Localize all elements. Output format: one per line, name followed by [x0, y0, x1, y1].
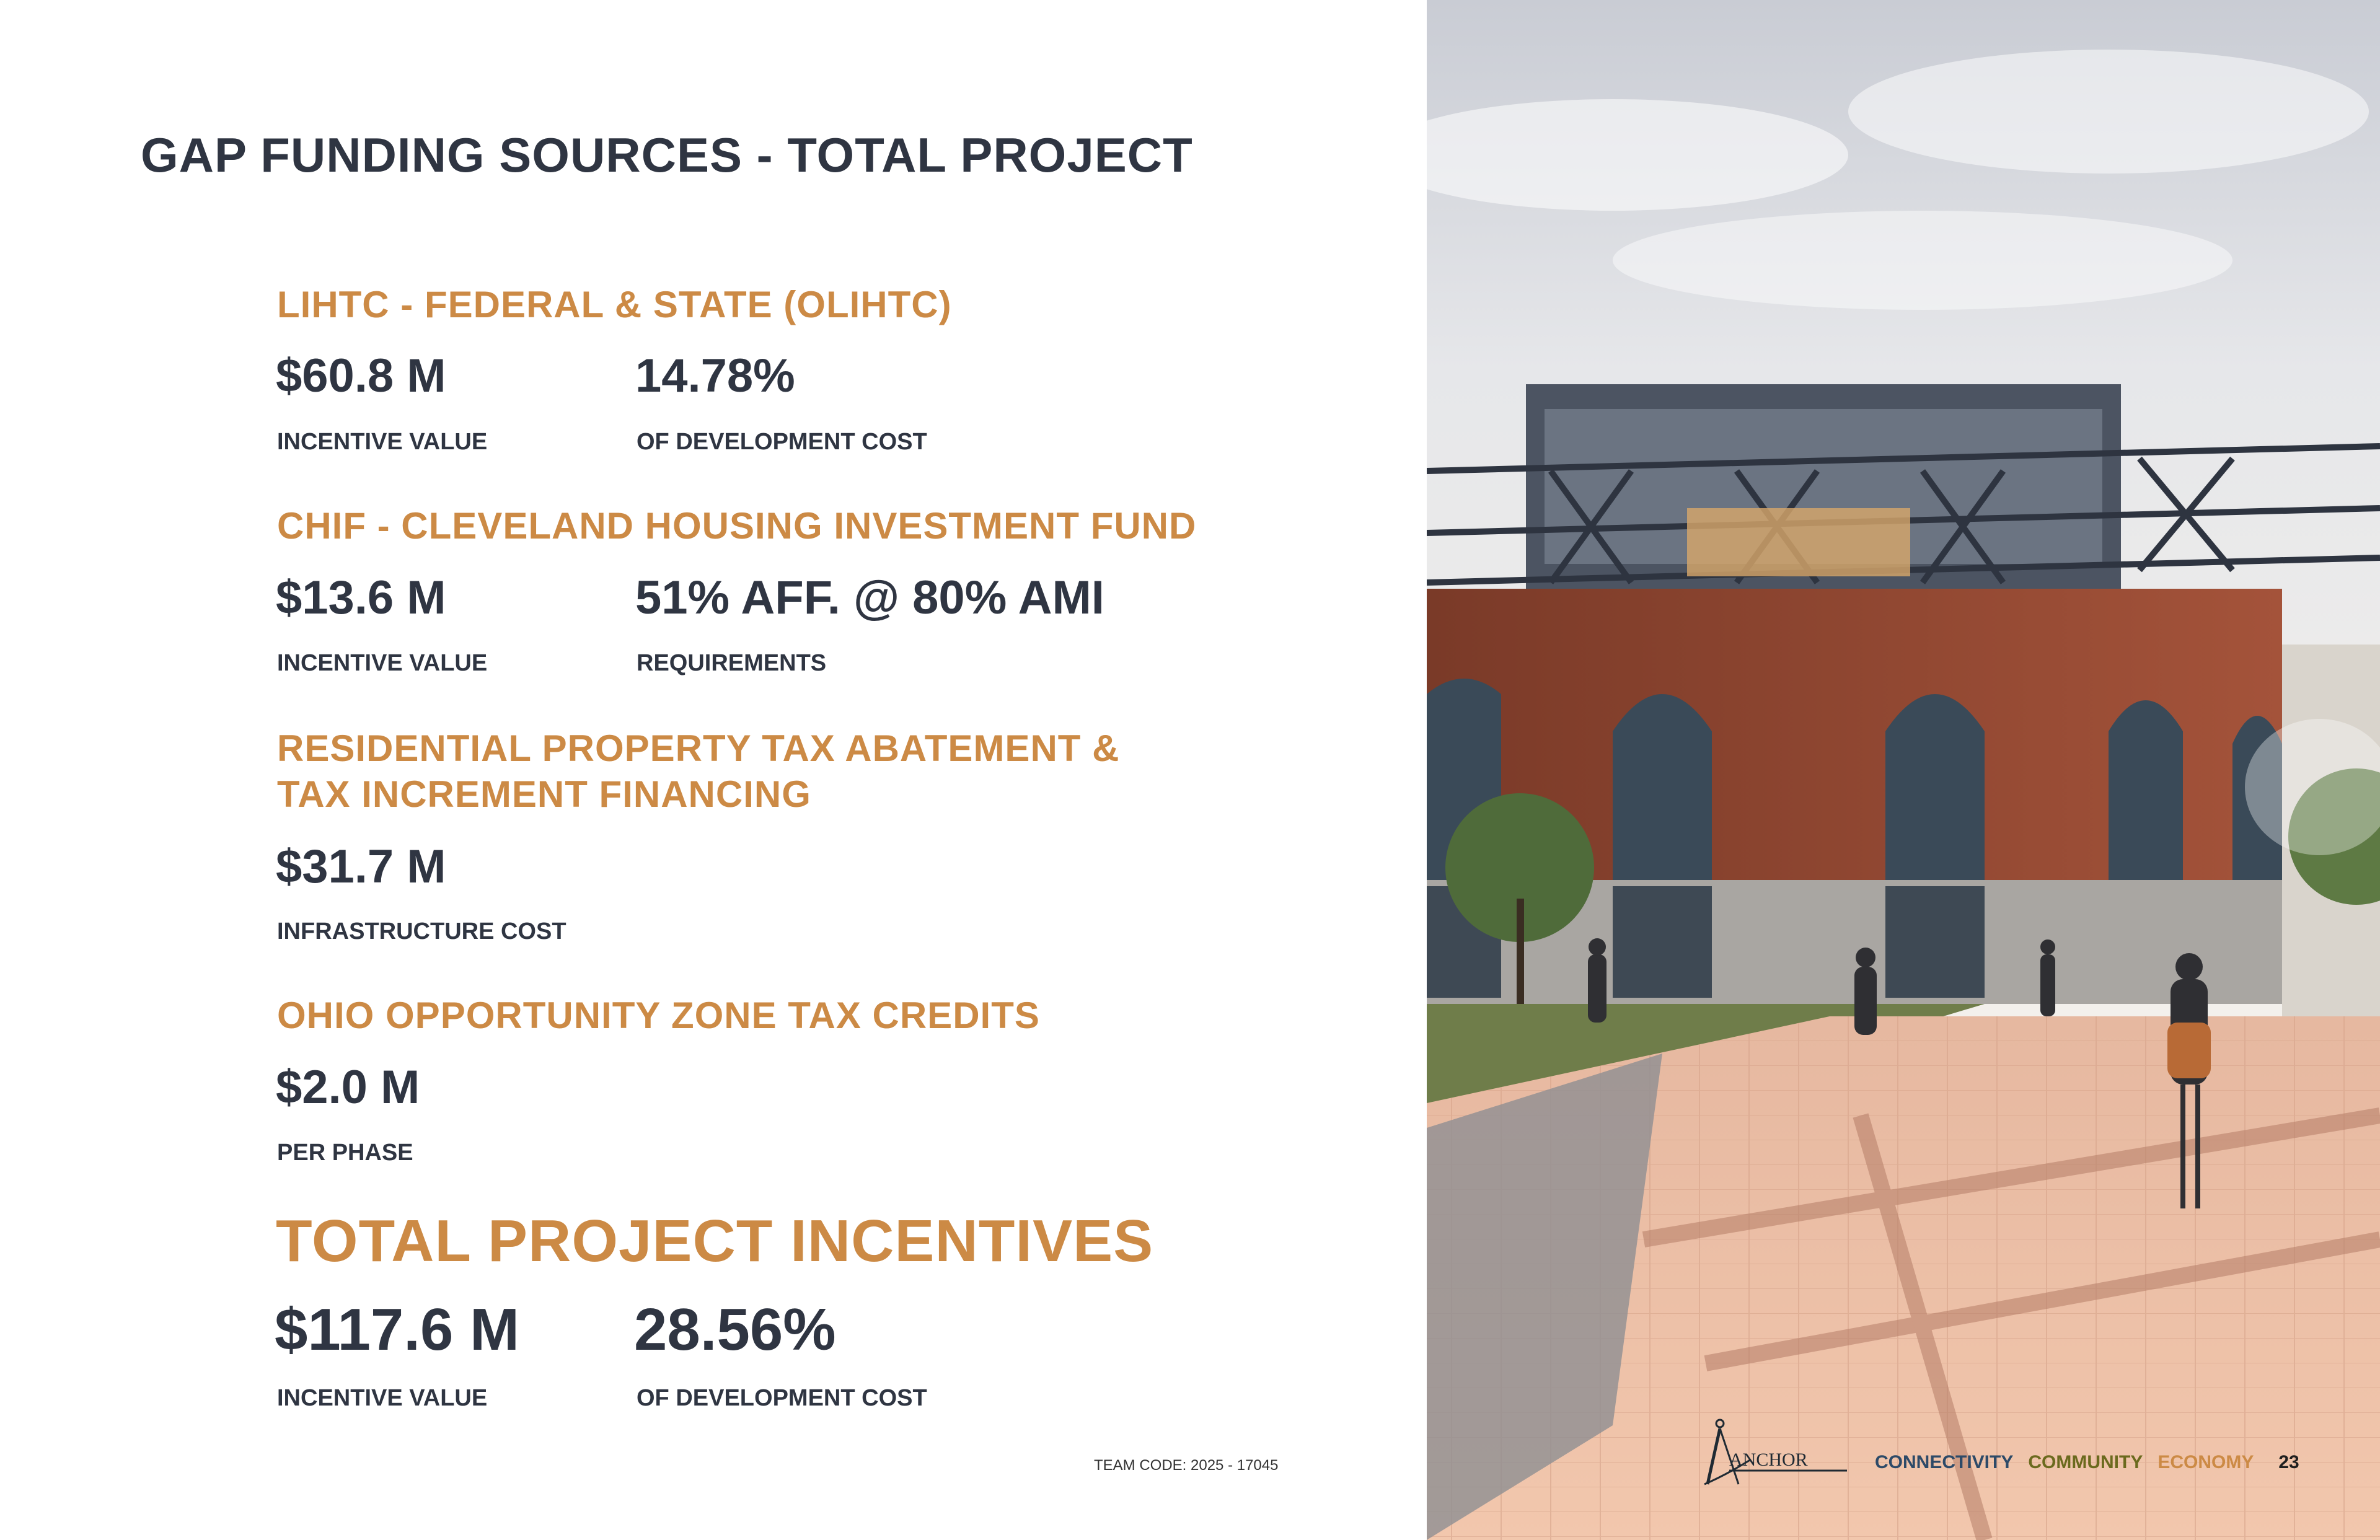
section-heading-tax-abatement-line2: TAX INCREMENT FINANCING: [277, 773, 811, 815]
tax-abatement-value: $31.7 M: [276, 840, 446, 893]
page-number: 23: [2278, 1452, 2299, 1472]
section-heading-chif: CHIF - CLEVELAND HOUSING INVESTMENT FUND: [277, 505, 1197, 547]
footer-connectivity: CONNECTIVITY: [1875, 1452, 2014, 1472]
section-heading-tax-abatement-line1: RESIDENTIAL PROPERTY TAX ABATEMENT &: [277, 728, 1120, 769]
lihtc-percent-value: 14.78%: [635, 350, 795, 402]
building-rendering: [1427, 0, 2380, 1540]
chif-requirement-label: REQUIREMENTS: [637, 650, 827, 676]
chif-requirement-value: 51% AFF. @ 80% AMI: [635, 571, 1104, 624]
footer-nav: [1875, 1447, 2314, 1478]
total-heading: TOTAL PROJECT INCENTIVES: [276, 1208, 1154, 1274]
team-code: TEAM CODE: 2025 - 17045: [1094, 1457, 1279, 1474]
anchor-logo: [1701, 1416, 1850, 1497]
section-heading-lihtc: LIHTC - FEDERAL & STATE (OLIHTC): [277, 284, 952, 325]
lihtc-incentive-value: $60.8 M: [276, 350, 446, 402]
tax-abatement-label: INFRASTRUCTURE COST: [277, 918, 566, 944]
opportunity-zone-label: PER PHASE: [277, 1140, 413, 1166]
footer-economy: ECONOMY: [2157, 1452, 2254, 1472]
lihtc-percent-label: OF DEVELOPMENT COST: [637, 429, 927, 455]
rendering-image: [1427, 0, 2380, 1540]
total-percent-label: OF DEVELOPMENT COST: [637, 1385, 927, 1411]
opportunity-zone-value: $2.0 M: [276, 1061, 420, 1114]
footer-community: COMMUNITY: [2028, 1452, 2143, 1472]
total-incentive-value: $117.6 M: [275, 1296, 519, 1363]
chif-incentive-label: INCENTIVE VALUE: [277, 650, 488, 676]
total-percent-value: 28.56%: [634, 1296, 836, 1363]
total-incentive-label: INCENTIVE VALUE: [277, 1385, 488, 1411]
page-title: GAP FUNDING SOURCES - TOTAL PROJECT: [141, 128, 1193, 182]
chif-incentive-value: $13.6 M: [276, 571, 446, 624]
lihtc-incentive-label: INCENTIVE VALUE: [277, 429, 488, 455]
logo-text: ANCHOR: [1729, 1450, 1808, 1470]
section-heading-opportunity-zone: OHIO OPPORTUNITY ZONE TAX CREDITS: [277, 995, 1040, 1036]
